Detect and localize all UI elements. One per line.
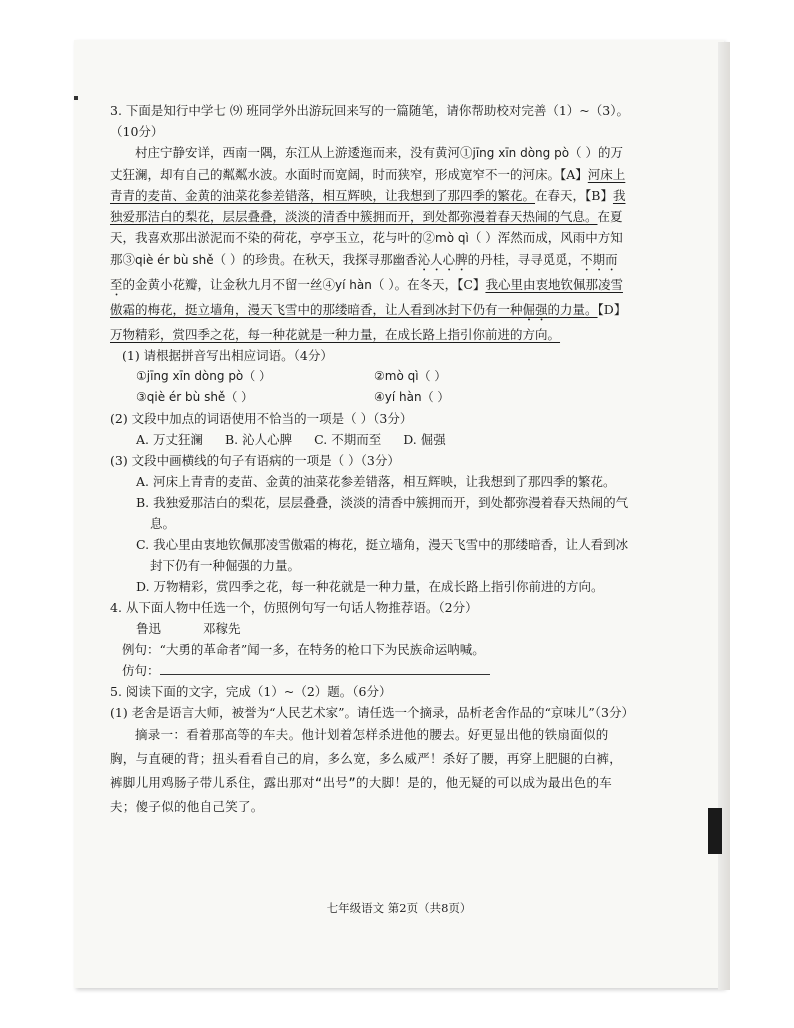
q3-sub2-stem: (2) 文段中加点的词语使用不恰当的一项是（ ）（3分） xyxy=(110,411,413,426)
dotted-word-3: 倔强 xyxy=(522,302,548,317)
option-c: C. 不期而至 xyxy=(314,432,382,447)
name-dengjiaxian: 邓稼先 xyxy=(203,621,241,636)
pinyin-item-1: ①jīng xīn dòng pò（ ） xyxy=(136,369,272,383)
q3-sub3-option-c: C. 我心里由衷地钦佩那凌雪傲霜的梅花，挺立墙角，漫天飞雪中的那缕暗香，让人看到冰封下仍有一种倔强的力量。 xyxy=(136,537,629,573)
binding-tab-mark xyxy=(708,808,722,854)
pinyin-row-1 xyxy=(110,366,630,387)
q3-sub3-option-d: D. 万物精彩，赏四季之花，每一种花就是一种力量，在成长路上指引你前进的方向。 xyxy=(136,579,604,594)
q5-sub1: (1) 老舍是语言大师，被誉为“人民艺术家”。请任选一个摘录，品析老舍作品的“京味儿”（3分） xyxy=(110,705,634,720)
q4-imitate: 仿句： xyxy=(110,660,630,681)
mark-a: 【A】 xyxy=(560,167,588,182)
option-d: D. 倔强 xyxy=(403,432,446,447)
q3-sub3-option-b: B. 我独爱那洁白的梨花，层层叠叠，淡淡的清香中簇拥而开，到处都弥漫着春天热闹的气息。 xyxy=(136,495,629,531)
q3-passage: 村庄宁静安详，西南一隅，东江从上游逶迤而来，没有黄河①jīng xīn dòng pò（ ）的万丈狂澜，却有自己的粼粼水波。水面时而宽阔，时而狭窄，形成宽窄不一的河床。【A】河床上青青的麦苗、金黄的油菜花参差错落，相互辉映，让我想到了那四季的繁花。在春天，【B】我独爱那洁白的梨花，层层叠叠，淡淡的清香中簇拥而开，到处都弥漫着春天热闹的气息。在夏天，我喜欢那出淤泥而不染的荷花，亭亭玉立，花与叶的②mò qì（ ）浑然而成，风雨中方知那③qiè ér bù shě（ ）的珍贵。在秋天，我探寻那幽香沁人心脾的丹桂，寻寻觅觅，不期而至的金黄小花瓣，让金秋九月不留一丝④yí hàn（ ）。在冬天，【C】我心里由衷地钦佩那凌雪傲霜的梅花，挺立墙角，漫天飞雪中的那缕暗香，让人看到冰封下仍有一种倔强的力量。【D】万物精彩，赏四季之花，每一种花就是一种力量，在成长路上指引你前进的方向。 xyxy=(110,145,627,342)
pinyin-item-2: ②mò qì（ ） xyxy=(374,369,447,383)
option-b: B. 沁人心脾 xyxy=(224,432,293,447)
question-content xyxy=(110,100,634,819)
q3-sub1-stem: (1) 请根据拼音写出相应词语。（4分） xyxy=(122,348,333,363)
pinyin-row-2 xyxy=(110,387,630,408)
page-footer: 七年级语文 第2页（共8页） xyxy=(326,901,472,915)
q5-excerpt: 摘录一：看着那高等的车夫。他计划着怎样杀进他的腰去。好更显出他的铁扇面似的胸，与直硬的背；扭头看看自己的肩，多么宽，多么威严！杀好了腰，再穿上肥腿的白裤，裤脚儿用鸡肠子带儿系住，露出那对“出号”的大脚！是的，他无疑的可以成为最出色的车夫；傻子似的他自己笑了。 xyxy=(110,727,623,814)
q4-example: 例句：“大勇的革命者”闻一多，在特务的枪口下为民族命运呐喊。 xyxy=(122,642,485,657)
mark-c: 【C】 xyxy=(457,277,486,292)
q3-sub3-stem: (3) 文段中画横线的句子有语病的一项是（ ）（3分） xyxy=(110,453,400,468)
mark-d: 【D】 xyxy=(597,302,627,317)
q3-score: （10分） xyxy=(110,124,164,139)
name-luxun: 鲁迅 xyxy=(136,621,162,636)
sentence-c: 我心里由衷地钦佩那凌雪傲霜的梅花，挺立墙角，漫天飞雪中的那缕暗香，让人看到冰封下仍有一种 xyxy=(110,277,623,317)
option-a: A. 万丈狂澜 xyxy=(136,432,203,447)
sentence-b: 我独爱那洁白的梨花，层层叠叠，淡淡的清香中簇拥而开，到处都弥漫着春天热闹的气息。 xyxy=(110,188,626,224)
dotted-word-1: 沁人心脾 xyxy=(417,252,468,267)
scan-speck xyxy=(74,96,78,100)
q4-names xyxy=(110,618,630,639)
dotted-word-2: 不期而至 xyxy=(110,252,618,292)
pinyin-item-4: ④yí hàn（ ） xyxy=(374,390,450,404)
mark-b: 【B】 xyxy=(585,188,613,203)
pinyin-item-3: ③qiè ér bù shě（ ） xyxy=(136,390,254,404)
answer-line[interactable] xyxy=(160,660,490,675)
q3-sub3-option-a: A. 河床上青青的麦苗、金黄的油菜花参差错落，相互辉映，让我想到了那四季的繁花。 xyxy=(136,474,616,489)
q3-stem: 3. 下面是知行中学七 ⑼ 班同学外出游玩回来写的一篇随笔，请你帮助校对完善（1）~（3）。 xyxy=(110,103,629,118)
q4-stem: 4. 从下面人物中任选一个，仿照例句写一句话人物推荐语。（2分） xyxy=(110,600,478,615)
q3-sub2-options xyxy=(110,429,630,450)
sentence-d: 万物精彩，赏四季之花，每一种花就是一种力量，在成长路上指引你前进的方向。 xyxy=(110,327,561,342)
q5-stem: 5. 阅读下面的文字，完成（1）~（2）题。（6分） xyxy=(110,684,392,699)
sentence-a: 河床上青青的麦苗、金黄的油菜花参差错落，相互辉映，让我想到了那四季的繁花。 xyxy=(110,167,626,203)
